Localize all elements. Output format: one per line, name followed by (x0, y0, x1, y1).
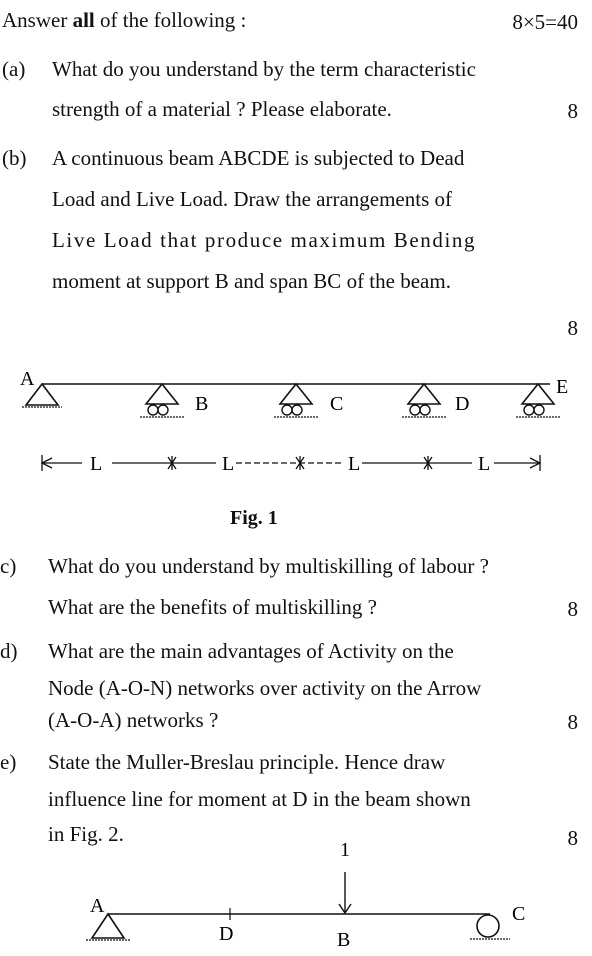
figure-1-caption: Fig. 1 (230, 507, 278, 529)
question-d-line: (A-O-A) networks ? (48, 708, 219, 732)
question-c-line: What do you understand by multiskilling of labour ? (48, 554, 489, 578)
question-b-label: (b) (2, 146, 27, 170)
support-c-roller (274, 384, 318, 417)
support-label-d: D (455, 393, 470, 415)
figure-1-beam (0, 360, 592, 490)
question-e-line: influence line for moment at D in the beam shown (48, 787, 471, 811)
question-e-line: in Fig. 2. (48, 822, 124, 846)
point-label-d: D (219, 923, 234, 945)
question-b-marks: 8 (567, 316, 578, 340)
support-c-roller (470, 915, 510, 939)
load-arrow-icon (339, 872, 351, 913)
question-a-marks: 8 (567, 99, 578, 123)
load-value: 1 (340, 839, 350, 861)
support-e-roller (516, 384, 560, 417)
support-b-roller (140, 384, 184, 417)
question-e-line: State the Muller-Breslau principle. Hence draw (48, 750, 446, 774)
support-label-a: A (20, 368, 35, 390)
point-label-a: A (90, 895, 105, 917)
span-label: L (348, 453, 361, 475)
question-a-line: strength of a material ? Please elaborate. (52, 97, 392, 121)
question-d-line: Node (A-O-N) networks over activity on the Arrow (48, 676, 482, 700)
question-e-marks: 8 (567, 826, 578, 850)
point-label-c: C (512, 903, 526, 925)
question-d-label: d) (0, 639, 18, 663)
question-b-line: Live Load that produce maximum Bending (52, 228, 477, 252)
question-c-marks: 8 (567, 597, 578, 621)
question-c-label: c) (0, 554, 17, 578)
support-a-pin (86, 914, 130, 940)
support-label-c: C (330, 393, 344, 415)
support-d-roller (402, 384, 446, 417)
span-label: L (222, 453, 235, 475)
span-label: L (478, 453, 491, 475)
question-d-line: What are the main advantages of Activity on the (48, 639, 454, 663)
support-label-e: E (556, 376, 569, 398)
question-a-line: What do you understand by the term characteristic (52, 57, 476, 81)
span-label: L (90, 453, 103, 475)
instruction-text: Answer all of the following : (2, 8, 247, 32)
support-label-b: B (195, 393, 209, 415)
question-b-line: Load and Live Load. Draw the arrangements of (52, 187, 453, 211)
question-d-marks: 8 (567, 710, 578, 734)
question-c-line: What are the benefits of multiskilling ? (48, 595, 377, 619)
question-e-label: e) (0, 750, 17, 774)
point-label-b: B (337, 929, 351, 951)
total-marks: 8×5=40 (512, 10, 578, 34)
question-a-label: (a) (2, 57, 26, 81)
question-b-line: moment at support B and span BC of the beam. (52, 269, 451, 293)
question-b-line: A continuous beam ABCDE is subjected to Dead (52, 146, 465, 170)
figure-2-beam (0, 836, 592, 956)
span-dimension-line (42, 455, 540, 471)
